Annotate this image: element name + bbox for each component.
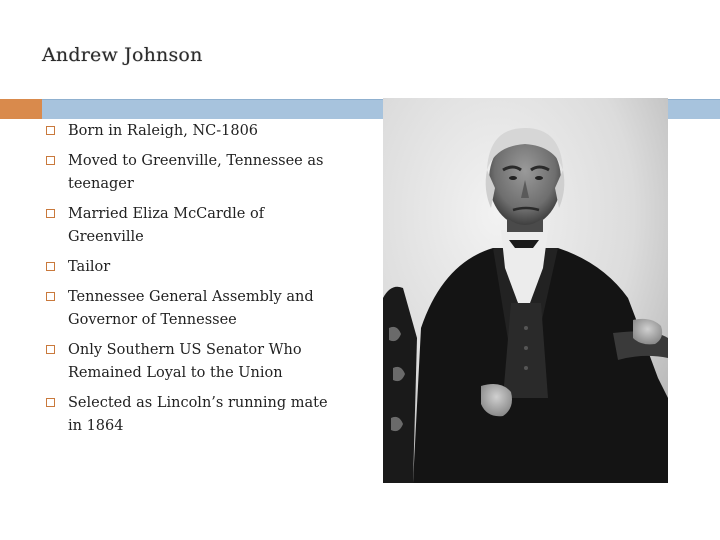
bullet-text: Married Eliza McCardle of Greenville: [68, 206, 265, 245]
bullet-item: [44, 392, 334, 438]
bullet-item: [44, 203, 334, 249]
square-bullet-icon: [46, 262, 55, 271]
square-bullet-icon: [46, 126, 55, 135]
accent-bar-orange: [0, 99, 42, 119]
square-bullet-icon: [46, 292, 55, 301]
bullet-list: [44, 120, 334, 445]
square-bullet-icon: [46, 209, 55, 218]
bullet-text: Born in Raleigh, NC-1806: [68, 123, 259, 139]
bullet-text: Only Southern US Senator Who Remained Loyal to the Union: [68, 342, 302, 381]
bullet-text: Moved to Greenville, Tennessee as teenager: [68, 153, 324, 192]
square-bullet-icon: [46, 156, 55, 165]
slide-title: Andrew Johnson: [42, 44, 203, 66]
bullet-text: Tennessee General Assembly and Governor of Tennessee: [68, 289, 314, 328]
bullet-item: [44, 256, 334, 279]
bullet-item: [44, 120, 334, 143]
bullet-item: [44, 286, 334, 332]
bullet-text: Tailor: [68, 259, 111, 275]
portrait-photo: [383, 98, 668, 483]
bullet-text: Selected as Lincoln’s running mate in 1864: [68, 395, 328, 434]
square-bullet-icon: [46, 345, 55, 354]
bullet-item: [44, 150, 334, 196]
bullet-item: [44, 339, 334, 385]
square-bullet-icon: [46, 398, 55, 407]
